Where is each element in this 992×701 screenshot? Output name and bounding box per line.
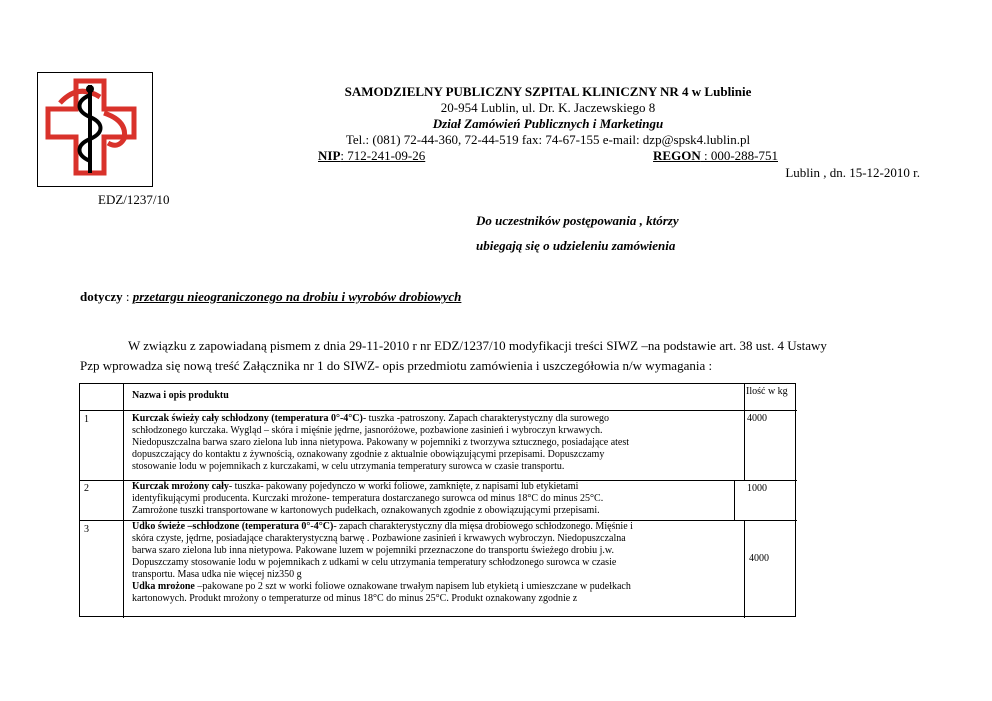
col-header-name: Nazwa i opis produktu (132, 390, 229, 401)
regon: REGON : 000-288-751 (653, 148, 778, 163)
org-contact: Tel.: (081) 72-44-360, 72-44-519 fax: 74-67-155 e-mail: dzp@spsk4.lublin.pl (345, 132, 751, 147)
letter-date: Lublin , dn. 15-12-2010 r. (785, 165, 920, 180)
red-cross-caduceus-icon (38, 73, 152, 186)
row-3-qty: 4000 (749, 553, 769, 564)
row-2-description: Kurczak mrożony cały- tuszka- pakowany pojedynczo w worki foliowe, zamknięte, z napisami lub etykietami identyfikującymi producenta. Kurczaki mrożone- temperatura dostarczanego surowca od minus 18°C do minus 25°C. Zamrożone tuszki transportowane w kartonowych pudełkach, oznakowanych zgodnie z obowiązującymi przepisami. (132, 481, 604, 516)
row-3-description: Udko świeże –schłodzone (temperatura 0°-4°C)- zapach charakterystyczny dla mięsa drobiowego schłodzonego. Mięśnie i skóra czyste, jędrne, posiadające charakterystyczną barwę . Pozbawione zasinień i krwawych wybroczyn. Niedopuszczalna barwa szaro zielona lub inna nietypowa. Pakowane luzem w pojemniki przeznaczone do transportu świeżego drobiu j.w. Dopuszczamy stosowanie lodu w pojemnikach z udkami w celu utrzymania temperatury schłodzonego surowca w czasie transportu. Masa udka nie więcej niz350 g Udka mrożone –pakowane po 2 szt w worki foliowe oznakowane trwałym napisem lub etykietą i umieszczane w pudełkach kartonowych. Produkt mrożony o temperaturze od minus 18°C do minus 25°C. Produkt oznakowany zgodnie z (132, 521, 633, 604)
org-name: SAMODZIELNY PUBLICZNY SZPITAL KLINICZNY NR 4 w Lublinie (344, 84, 752, 99)
nip: NIP: 712-241-09-26 (318, 148, 426, 163)
subject-label: dotyczy (80, 289, 123, 304)
hospital-logo (37, 72, 153, 187)
row-1-description: Kurczak świeży cały schłodzony (temperatura 0°-4°C)- tuszka -patroszony. Zapach charakterystyczny dla surowego schłodzonego kurczaka. Wygląd – skóra i mięśnie jędrne, jasnoróżowe, pozbawione zasinień i wybroczyn krwawych. Niedopuszczalna barwa szaro zielona lub inna nietypowa. Pakowany w pojemniki z tworzywa sztucznego, posiadające atest dopuszczający do kontaktu z żywnością, oznakowany zgodnie z aktualnie obowiązującymi przepisami. Dopuszczamy stosowanie lodu w pojemnikach z kurczakami, w celu utrzymania temperatury surowca w czasie transportu. (132, 413, 630, 472)
letterhead (318, 84, 778, 164)
row-1-number: 1 (84, 414, 89, 425)
body-line-1: W związku z zapowiadaną pismem z dnia 29-11-2010 r nr EDZ/1237/10 modyfikacji treści SIWZ –na podstawie art. 38 ust. 4 Ustawy (128, 338, 827, 353)
row-2-qty: 1000 (747, 483, 767, 494)
row-1-qty: 4000 (747, 413, 767, 424)
col-header-qty: Ilość w kg (746, 386, 788, 397)
org-ids (318, 148, 778, 164)
subject-line: dotyczy : przetargu nieograniczonego na drobiu i wyrobów drobiowych (80, 289, 462, 304)
subject-text: przetargu nieograniczonego na drobiu i wyrobów drobiowych (132, 289, 462, 304)
row-2-number: 2 (84, 483, 89, 494)
row-3-number: 3 (84, 524, 89, 535)
org-address: 20-954 Lublin, ul. Dr. K. Jaczewskiego 8 (440, 100, 656, 115)
reference-number: EDZ/1237/10 (98, 192, 170, 207)
addressee-line-2: ubiegają się o udzieleniu zamówienia (476, 238, 676, 253)
body-line-2: Pzp wprowadza się nową treść Załącznika nr 1 do SIWZ- opis przedmiotu zamówienia i uszczegółowia n/w wymagania : (80, 358, 713, 373)
addressee-line-1: Do uczestników postępowania , którzy (476, 213, 679, 228)
product-table (79, 383, 796, 617)
org-department: Dział Zamówień Publicznych i Marketingu (432, 116, 664, 131)
